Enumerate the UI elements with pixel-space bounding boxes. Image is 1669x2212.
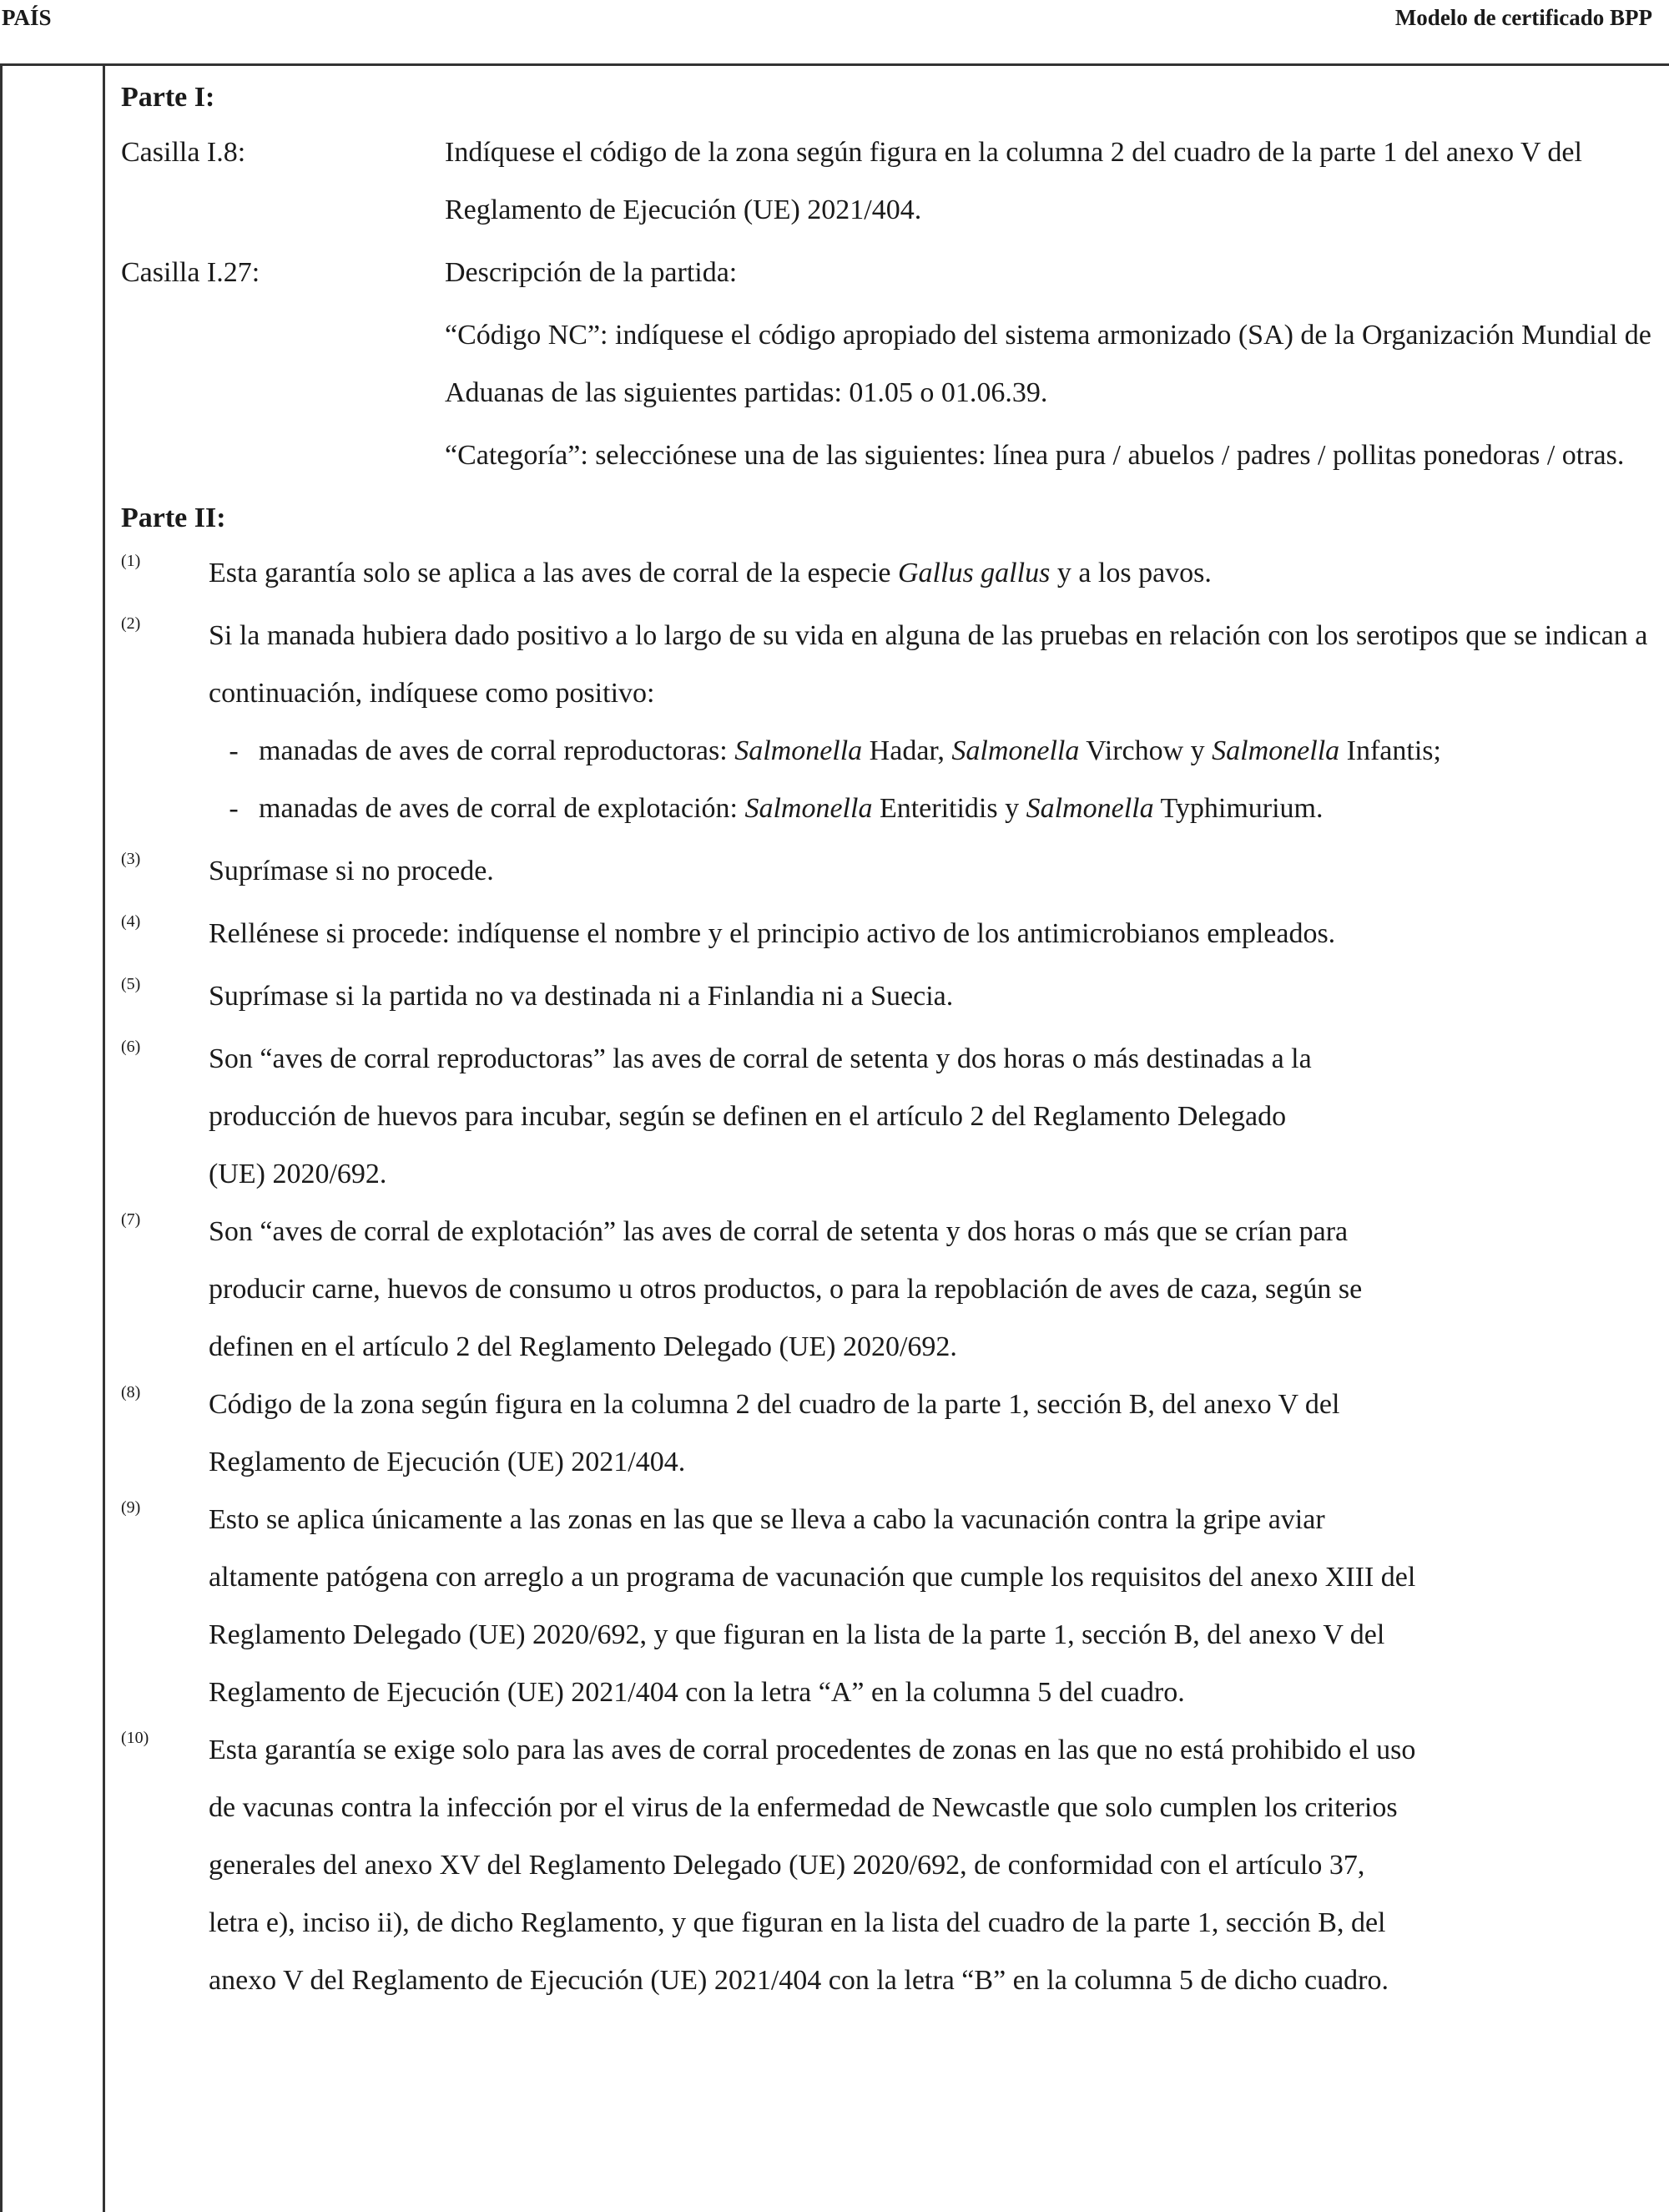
footnote-line: Reglamento de Ejecución (UE) 2021/404. (209, 1447, 686, 1477)
box-i8-text: Indíquese el código de la zona según figura en la columna 2 del cuadro de la parte 1 del anexo V del Reglamento de Ejecución (UE) 2021/404. (445, 137, 1582, 225)
footnote-5 (121, 967, 1656, 1025)
footnote-10 (121, 1721, 1656, 2009)
footnote-line: Reglamento Delegado (UE) 2020/692, y que figuran en la lista de la parte 1, sección B, del anexo V del (209, 1619, 1385, 1650)
footnote-number: (5) (121, 975, 141, 993)
species-name: Gallus gallus (898, 558, 1051, 588)
footnote-line: producción de huevos para incubar, según se definen en el artículo 2 del Reglamento Delegado (209, 1101, 1287, 1132)
footnote-text: Suprímase si no procede. (209, 856, 494, 886)
footnote-4 (121, 905, 1656, 962)
footnote-number: (4) (121, 912, 141, 931)
footnote-number: (8) (121, 1383, 141, 1401)
footnote-number: (1) (121, 552, 141, 570)
dash-marker: - (229, 793, 239, 824)
footnote-line: altamente patógena con arreglo a un programa de vacunación que cumple los requisitos del anexo XIII del (209, 1562, 1416, 1593)
footnote-6 (121, 1030, 1656, 1203)
footnote-body (209, 1203, 1656, 1376)
footnote-number: (6) (121, 1038, 141, 1056)
footnote-text: Si la manada hubiera dado positivo a lo largo de su vida en alguna de las pruebas en relación con los serotipos que se indican a continuación, indíquese como positivo: (209, 620, 1648, 709)
footnote-body (209, 1376, 1656, 1491)
genus-name: Salmonella (1212, 735, 1340, 766)
footnote-line: anexo V del Reglamento de Ejecución (UE) 2021/404 con la letra “B” en la columna 5 de dicho cuadro. (209, 1965, 1389, 1996)
bullet-text (259, 722, 1441, 780)
footnote-1 (121, 544, 1656, 602)
header-certificate-model: Modelo de certificado BPP (1394, 5, 1652, 30)
bullet-text-part: Hadar, (862, 735, 952, 766)
genus-name: Salmonella (1026, 793, 1154, 824)
bullet-text (259, 780, 1323, 837)
box-i8-label: Casilla I.8: (121, 137, 246, 168)
bullet-text-part: manadas de aves de corral reproductoras: (259, 735, 735, 766)
footnote-body (209, 607, 1656, 837)
footnote-8 (121, 1376, 1656, 1491)
footnote-line: de vacunas contra la infección por el virus de la enfermedad de Newcastle que solo cumplen los criterios (209, 1792, 1398, 1823)
footnote-number: (3) (121, 850, 141, 868)
footnote-text-part: Esta garantía solo se aplica a las aves de corral de la especie (209, 558, 898, 588)
footnote-text-part: y a los pavos. (1050, 558, 1212, 588)
footnote-body (209, 1491, 1656, 1721)
box-i27-description: Descripción de la partida: (445, 257, 738, 288)
box-i27-cn-code: “Código NC”: indíquese el código apropiado del sistema armonizado (SA) de la Organización Mundial de Aduanas de las siguientes partidas: 01.05 o 01.06.39. (445, 320, 1651, 408)
box-i27-category: “Categoría”: selecciónese una de las siguientes: línea pura / abuelos / padres / pollitas ponedoras / otras. (445, 440, 1625, 471)
footnote-line: definen en el artículo 2 del Reglamento Delegado (UE) 2020/692. (209, 1331, 957, 1362)
notes-content (121, 72, 1656, 2009)
footnote-line: letra e), inciso ii), de dicho Reglamento, y que figuran en la lista del cuadro de la parte 1, sección B, del (209, 1907, 1386, 1938)
dash-marker: - (229, 735, 239, 766)
footnote-number: (7) (121, 1210, 141, 1229)
footnote-number: (9) (121, 1498, 141, 1517)
footnote-line: Código de la zona según figura en la columna 2 del cuadro de la parte 1, sección B, del anexo V del (209, 1389, 1340, 1420)
bullet-productive-flocks (209, 780, 1656, 837)
left-border-outer (0, 65, 3, 2212)
footnote-9 (121, 1491, 1656, 1721)
footnote-body (209, 1721, 1656, 2009)
footnote-7 (121, 1203, 1656, 1376)
box-i27-label: Casilla I.27: (121, 257, 260, 288)
part-2-heading: Parte II: (121, 502, 226, 533)
footnote-line: Esta garantía se exige solo para las aves de corral procedentes de zonas en las que no está prohibido el uso (209, 1735, 1416, 1765)
genus-name: Salmonella (744, 793, 873, 824)
footnote-text: Suprímase si la partida no va destinada ni a Finlandia ni a Suecia. (209, 981, 954, 1012)
footnote-text (209, 544, 1656, 602)
footnote-line: Son “aves de corral de explotación” las aves de corral de setenta y dos horas o más que se crían para (209, 1216, 1349, 1247)
box-i27-body (445, 244, 1656, 484)
bullet-text-part: Infantis; (1339, 735, 1441, 766)
bullet-breeding-flocks (209, 722, 1656, 780)
footnote-body (209, 1030, 1656, 1203)
header-rule (0, 63, 1669, 66)
footnote-line: Son “aves de corral reproductoras” las aves de corral de setenta y dos horas o más destinadas a la (209, 1043, 1312, 1074)
footnote-number: (2) (121, 614, 141, 633)
box-i8-row (121, 124, 1656, 239)
footnote-2 (121, 607, 1656, 837)
left-border-inner (103, 65, 105, 2212)
footnote-text: Rellénese si procede: indíquense el nombre y el principio activo de los antimicrobianos empleados. (209, 918, 1336, 949)
genus-name: Salmonella (951, 735, 1080, 766)
bullet-text-part: Enteritidis y (872, 793, 1026, 824)
bullet-text-part: Virchow y (1079, 735, 1213, 766)
footnote-3 (121, 842, 1656, 900)
footnote-line: producir carne, huevos de consumo u otros productos, o para la repoblación de aves de caza, según se (209, 1274, 1363, 1305)
part-1-heading: Parte I: (121, 82, 215, 113)
footnote-line: generales del anexo XV del Reglamento Delegado (UE) 2020/692, de conformidad con el artículo 37, (209, 1850, 1365, 1881)
footnote-line: Esto se aplica únicamente a las zonas en las que se lleva a cabo la vacunación contra la gripe aviar (209, 1504, 1325, 1535)
bullet-text-part: manadas de aves de corral de explotación: (259, 793, 745, 824)
header-country: PAÍS (2, 5, 52, 30)
bullet-text-part: Typhimurium. (1153, 793, 1324, 824)
genus-name: Salmonella (734, 735, 863, 766)
footnote-number: (10) (121, 1729, 149, 1747)
footnote-line: Reglamento de Ejecución (UE) 2021/404 con la letra “A” en la columna 5 del cuadro. (209, 1677, 1185, 1708)
footnote-line: (UE) 2020/692. (209, 1159, 387, 1189)
box-i27-row (121, 244, 1656, 484)
